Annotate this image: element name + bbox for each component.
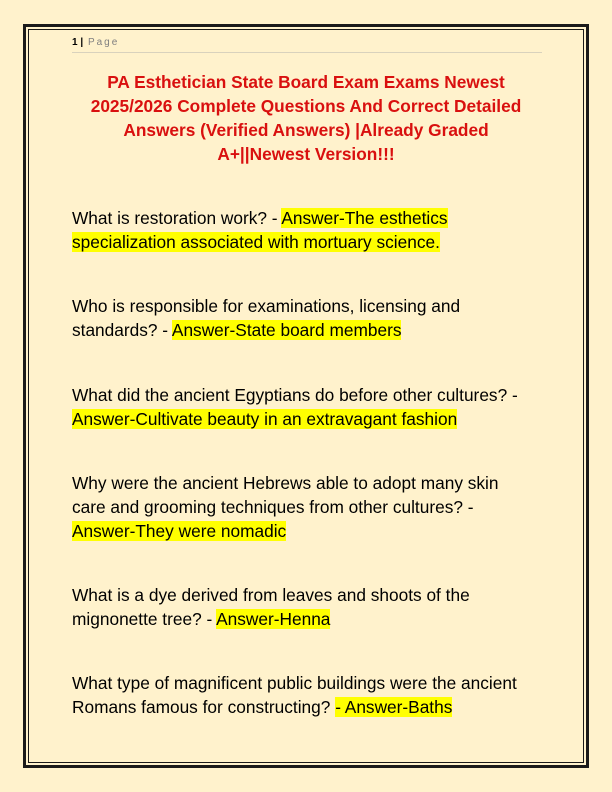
qa-line bbox=[72, 671, 552, 695]
qa-line bbox=[72, 294, 552, 318]
question-text: What type of magnificent public buildings were the ancient bbox=[72, 673, 517, 693]
qa-line bbox=[72, 206, 552, 230]
title-line: Answers (Verified Answers) |Already Graded bbox=[123, 120, 489, 140]
question-text: What is restoration work? - bbox=[72, 208, 282, 228]
qa-line bbox=[72, 495, 552, 519]
answer-highlight: Answer-Henna bbox=[216, 609, 331, 629]
qa-item bbox=[72, 383, 552, 431]
question-text: Who is responsible for examinations, licensing and bbox=[72, 296, 461, 316]
qa-line bbox=[72, 383, 552, 407]
question-text: standards? - bbox=[72, 320, 172, 340]
question-text: care and grooming techniques from other cultures? - bbox=[72, 497, 474, 517]
qa-line bbox=[72, 607, 552, 631]
qa-item bbox=[72, 294, 552, 342]
qa-item bbox=[72, 471, 552, 543]
qa-item bbox=[72, 206, 552, 254]
answer-highlight: Answer-State board members bbox=[171, 320, 402, 340]
qa-line bbox=[72, 695, 552, 719]
qa-line bbox=[72, 471, 552, 495]
qa-line bbox=[72, 407, 552, 431]
answer-highlight: Answer-The esthetics bbox=[281, 208, 448, 228]
qa-line bbox=[72, 230, 552, 254]
answer-highlight: Answer-Cultivate beauty in an extravagant fashion bbox=[72, 409, 458, 429]
page-separator: | bbox=[80, 37, 84, 48]
title-line: 2025/2026 Complete Questions And Correct Detailed bbox=[90, 96, 522, 116]
question-text: mignonette tree? - bbox=[72, 609, 217, 629]
page-header bbox=[72, 36, 542, 53]
qa-line bbox=[72, 583, 552, 607]
answer-highlight: specialization associated with mortuary science. bbox=[72, 232, 440, 252]
page-label: Page bbox=[87, 37, 120, 48]
answer-highlight: Answer-They were nomadic bbox=[72, 521, 287, 541]
title-line: A+||Newest Version!!! bbox=[217, 144, 395, 164]
qa-line bbox=[72, 318, 552, 342]
page-number: 1 bbox=[72, 37, 78, 48]
question-text: Why were the ancient Hebrews able to adopt many skin bbox=[72, 473, 499, 493]
question-text: What did the ancient Egyptians do before other cultures? - bbox=[72, 385, 518, 405]
answer-highlight: - Answer-Baths bbox=[335, 697, 453, 717]
qa-item bbox=[72, 583, 552, 631]
title-line: PA Esthetician State Board Exam Exams Newest bbox=[107, 72, 505, 92]
question-text: Romans famous for constructing? bbox=[72, 697, 336, 717]
qa-line bbox=[72, 519, 552, 543]
qa-item bbox=[72, 671, 552, 719]
question-text: What is a dye derived from leaves and shoots of the bbox=[72, 585, 470, 605]
document-title bbox=[72, 70, 540, 166]
